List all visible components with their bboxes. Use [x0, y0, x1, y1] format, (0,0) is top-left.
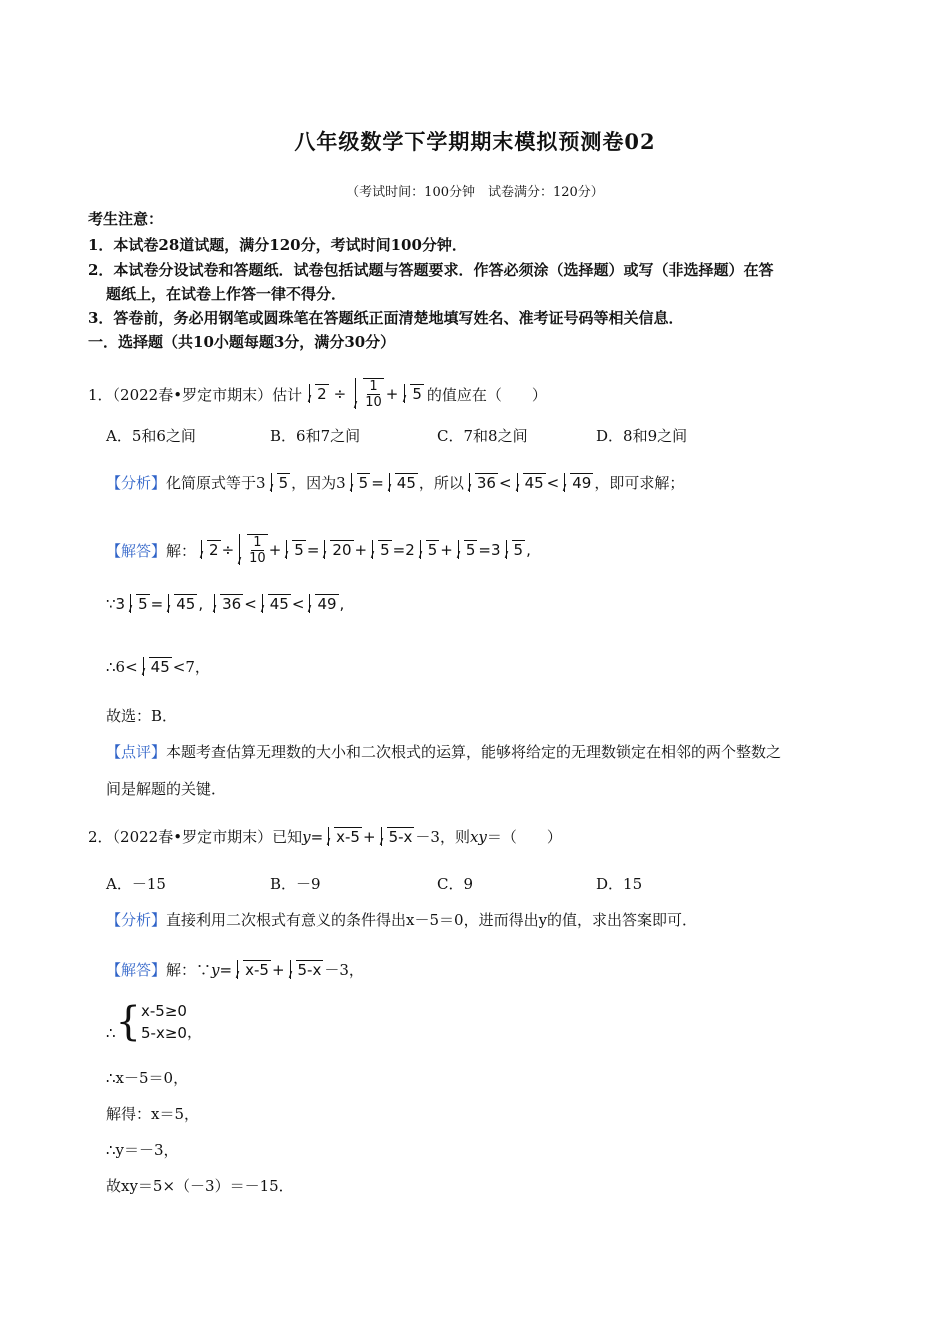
q1-suffix: 的值应在（ ）: [426, 385, 547, 404]
notice-item-3: 3．答卷前，务必用钢笔或圆珠笔在答题纸正面清楚地填写姓名、准考证号码等相关信息．: [88, 309, 684, 327]
q1-option-c[interactable]: C．7和8之间: [437, 427, 528, 445]
question-1-stem: [88, 364, 547, 424]
q2-step-4: 故xy＝5×（－3）＝－15．: [106, 1177, 294, 1195]
exam-info: （考试时间：100分钟 试卷满分：120分）: [346, 185, 604, 200]
notice-heading: 考生注意：: [88, 210, 164, 228]
q2-analysis: 【分析】直接利用二次根式有意义的条件得出x－5＝0，进而得出y的值，求出答案即可．: [106, 911, 698, 929]
notice-item-2: 2．本试卷分设试卷和答题纸．试卷包括试题与答题要求．作答必须涂（选择题）或写（非选择题）在答: [88, 261, 774, 279]
q1-therefore-line: ∴6< 45 <7，: [106, 657, 210, 676]
q2-answer: 【解答】 解：∵ y = x-5 + 5-x －3，: [106, 960, 364, 979]
q1-comment: 【点评】本题考查估算无理数的大小和二次根式的运算，能够将给定的无理数锁定在相邻的两个整数之: [106, 743, 782, 761]
section-heading: 一．选择题（共10小题每题3分，满分30分）: [88, 333, 396, 351]
q2-step-2: 解得：x＝5，: [106, 1105, 200, 1123]
notice-item-1: 1．本试卷28道试题，满分120分，考试时间100分钟．: [88, 236, 467, 254]
page-title: 八年级数学下学期期末模拟预测卷02: [294, 129, 656, 154]
q1-analysis: 【分析】 化简原式等于3 5 ，因为3 5 = 45 ，所以 36 < 45 < 49 ，即可求解；: [106, 473, 685, 492]
q1-choose: 故选：B．: [106, 707, 178, 725]
q1-because-line: ∵ 3 5 = 45 , 36 < 45 < 49 ,: [106, 595, 345, 613]
answer-tag: 【解答】: [106, 541, 167, 560]
q1-option-b[interactable]: B．6和7之间: [270, 427, 361, 445]
comment-tag: 【点评】: [106, 743, 167, 761]
q2-step-3: ∴y＝－3，: [106, 1141, 179, 1159]
q2-option-a[interactable]: A．－15: [106, 875, 166, 893]
q2-option-d[interactable]: D．15: [596, 875, 643, 893]
q1-prefix: 1．（2022春•罗定市期末）估计: [88, 385, 303, 404]
notice-item-2-cont: 题纸上，在试卷上作答一律不得分．: [106, 285, 347, 303]
q2-option-b[interactable]: B．－9: [270, 875, 321, 893]
q1-expression: 2 ÷ $\frac{1}{10}$ + 5: [304, 378, 425, 410]
q1-comment-cont: 间是解题的关键．: [106, 780, 227, 798]
question-2-stem: 2．（2022春•罗定市期末）已知 y = x-5 + 5-x －3，则 xy ＝（ ）: [88, 827, 562, 846]
q1-option-d[interactable]: D．8和9之间: [596, 427, 688, 445]
q2-step-1: ∴x－5＝0，: [106, 1069, 189, 1087]
analysis-tag: 【分析】: [106, 474, 167, 492]
q2-option-c[interactable]: C．9: [437, 875, 474, 893]
q1-option-a[interactable]: A．5和6之间: [106, 427, 196, 445]
q2-system: ∴ { x-5≥0 5-x≥0 ，: [106, 999, 202, 1045]
q1-answer: 【解答】 解： 2 ÷ $\frac{1}{10}$ + 5 = 20 + 5 =2 5 + 5 =3 5 ,: [106, 535, 531, 566]
